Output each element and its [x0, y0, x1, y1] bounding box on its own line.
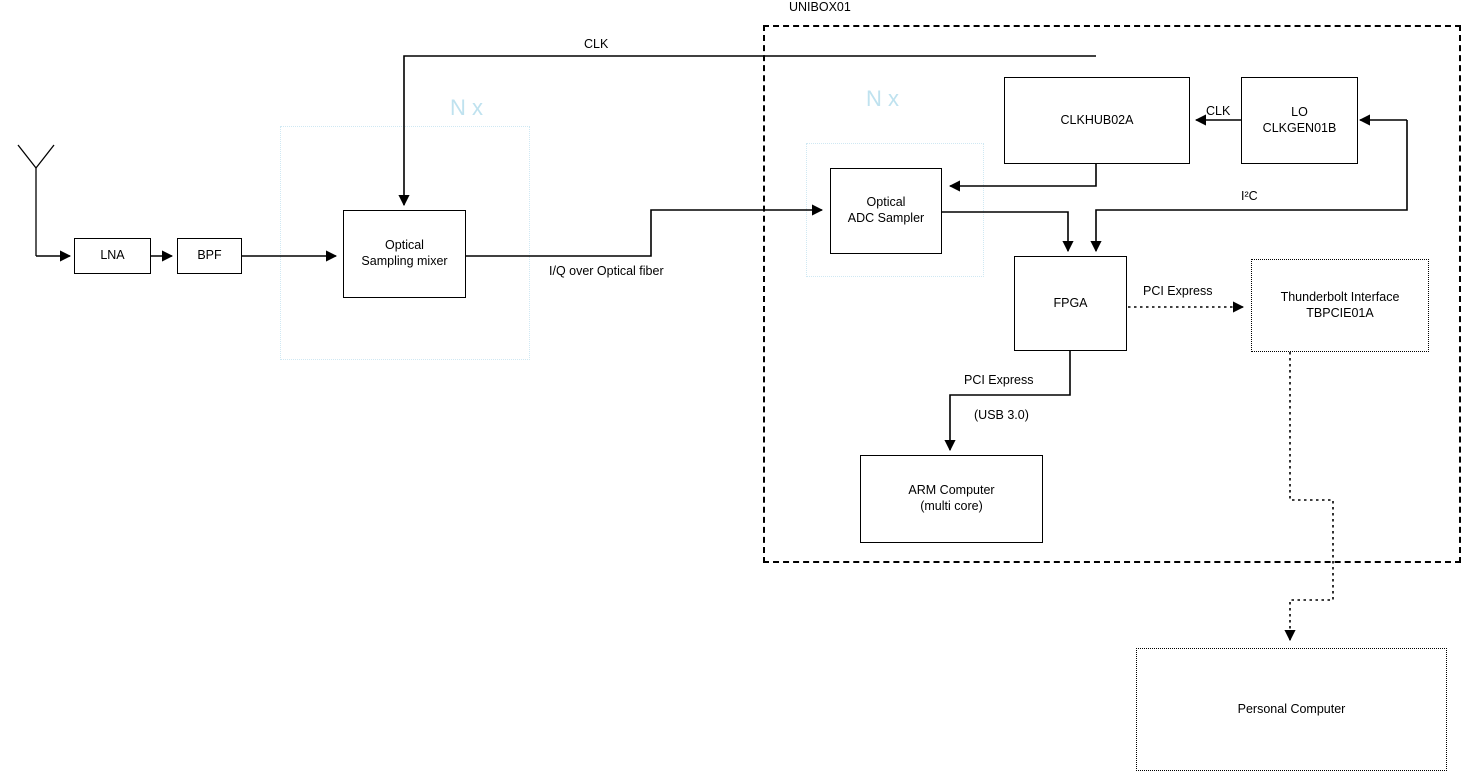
mixer-label-line2: Sampling mixer: [361, 254, 448, 268]
block-clkhub02a[interactable]: CLKHUB02A: [1004, 77, 1190, 164]
unibox-title: UNIBOX01: [789, 0, 851, 14]
edge-label-clk-top: CLK: [584, 37, 609, 51]
edge-label-usb3: (USB 3.0): [974, 408, 1029, 422]
adc-label-line1: Optical: [866, 195, 906, 210]
edge-label-i2c: I²C: [1241, 189, 1258, 203]
arm-label-line1: ARM Computer: [908, 483, 995, 498]
edge-label-iq-fiber: I/Q over Optical fiber: [549, 264, 664, 278]
block-lna[interactable]: LNA: [74, 238, 151, 274]
block-optical-adc-sampler[interactable]: [830, 168, 942, 254]
nx-label-left: N x: [450, 95, 483, 120]
block-bpf[interactable]: BPF: [177, 238, 242, 274]
block-thunderbolt-interface[interactable]: [1251, 259, 1429, 352]
block-lo-clkgen01b[interactable]: [1241, 77, 1358, 164]
thunderbolt-label-line2: TBPCIE01A: [1306, 305, 1374, 320]
block-fpga[interactable]: FPGA: [1014, 256, 1127, 351]
block-optical-sampling-mixer[interactable]: [343, 210, 466, 298]
adc-label-line2: ADC Sampler: [847, 211, 925, 225]
lo-label-line2: CLKGEN01B: [1262, 120, 1337, 135]
thunderbolt-label-line1: Thunderbolt Interface: [1280, 289, 1400, 304]
lo-label-line1: LO: [1291, 104, 1308, 119]
block-arm-computer[interactable]: [860, 455, 1043, 543]
mixer-label-line1: Optical: [385, 238, 424, 253]
nx-label-right: N x: [866, 86, 899, 111]
block-personal-computer[interactable]: Personal Computer: [1136, 648, 1447, 771]
edge-label-clk-lo: CLK: [1206, 104, 1231, 118]
arm-label-line2: (multi core): [920, 499, 983, 513]
edge-label-pcie-arm: PCI Express: [964, 373, 1034, 387]
edge-label-pcie-thunderbolt: PCI Express: [1143, 284, 1213, 298]
